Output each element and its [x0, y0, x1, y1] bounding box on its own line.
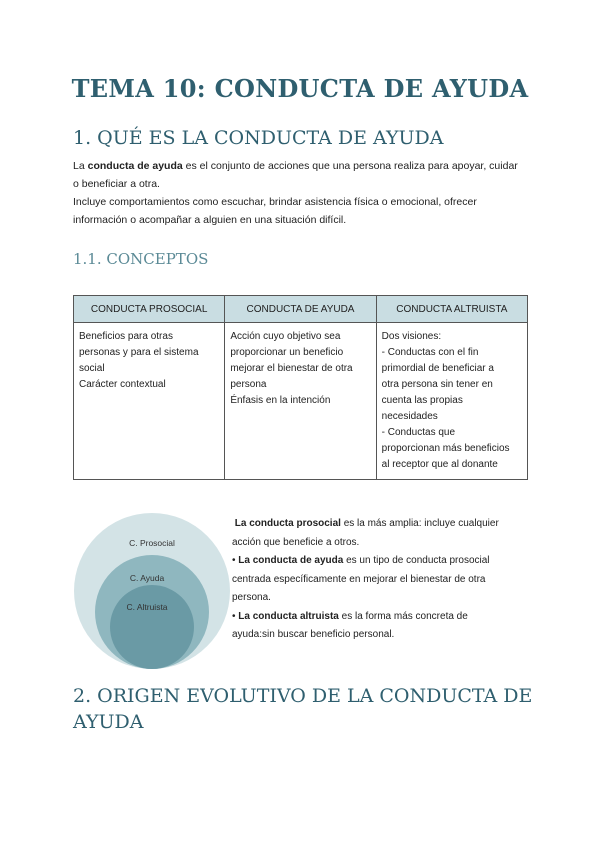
- bullet-ayuda: • La conducta de ayuda es un tipo de conducta prosocial: [232, 555, 490, 566]
- nested-circles-diagram: [73, 512, 231, 670]
- bullet-altruista: • La conducta altruista es la forma más concreta de: [232, 610, 468, 622]
- definition-paragraph: La conducta de ayuda es el conjunto de acciones que una persona realiza para apoyar, cuidar o beneficiar a otra.: [73, 160, 518, 190]
- label-ayuda: C. Ayuda: [129, 573, 165, 583]
- subsection-heading: 1.1. CONCEPTOS: [73, 250, 209, 268]
- bullet-prosocial: La conducta prosocial es la más amplia: incluye cualquier: [234, 518, 499, 529]
- section-2-heading: 2. ORIGEN EVOLUTIVO DE LA CONDUCTA DE AYUDA: [73, 685, 533, 733]
- header-ayuda: CONDUCTA DE AYUDA: [225, 296, 376, 323]
- label-altruista: C. Altruista: [126, 602, 168, 612]
- header-prosocial: CONDUCTA PROSOCIAL: [74, 296, 225, 323]
- cell-prosocial: Beneficios para otras personas y para el sistema social Carácter contextual: [74, 323, 225, 480]
- page-title: TEMA 10: CONDUCTA DE AYUDA: [71, 74, 529, 103]
- cell-ayuda: Acción cuyo objetivo sea proporcionar un beneficio mejorar el bienestar de otra persona Énfasis en la intención: [225, 323, 376, 480]
- header-altruista: CONDUCTA ALTRUISTA: [376, 296, 527, 323]
- label-prosocial: C. Prosocial: [129, 538, 175, 548]
- bullet-list: La conducta prosocial es la más amplia: incluye cualquier acción que beneficie a otros. • La conducta de ayuda es un tipo de conducta prosocial centrada específicamente en mejorar el bienestar de otra persona. • La conducta altruista es la forma más concreta de ayuda:sin buscar beneficio personal.: [232, 515, 532, 645]
- table-header-row: [74, 296, 528, 323]
- section-1-heading: 1. QUÉ ES LA CONDUCTA DE AYUDA: [73, 127, 444, 149]
- examples-paragraph: Incluye comportamientos como escuchar, brindar asistencia física o emocional, ofrecer información o acompañar a alguien en una situación difícil.: [73, 196, 477, 226]
- cell-altruista: Dos visiones: - Conductas con el fin primordial de beneficiar a otra persona sin tener en cuenta las propias necesidades - Conductas que proporcionan más beneficios al receptor que al donante: [376, 323, 527, 480]
- concepts-table: [73, 295, 528, 480]
- circle-altruista: [110, 585, 194, 669]
- table-row: [74, 323, 528, 480]
